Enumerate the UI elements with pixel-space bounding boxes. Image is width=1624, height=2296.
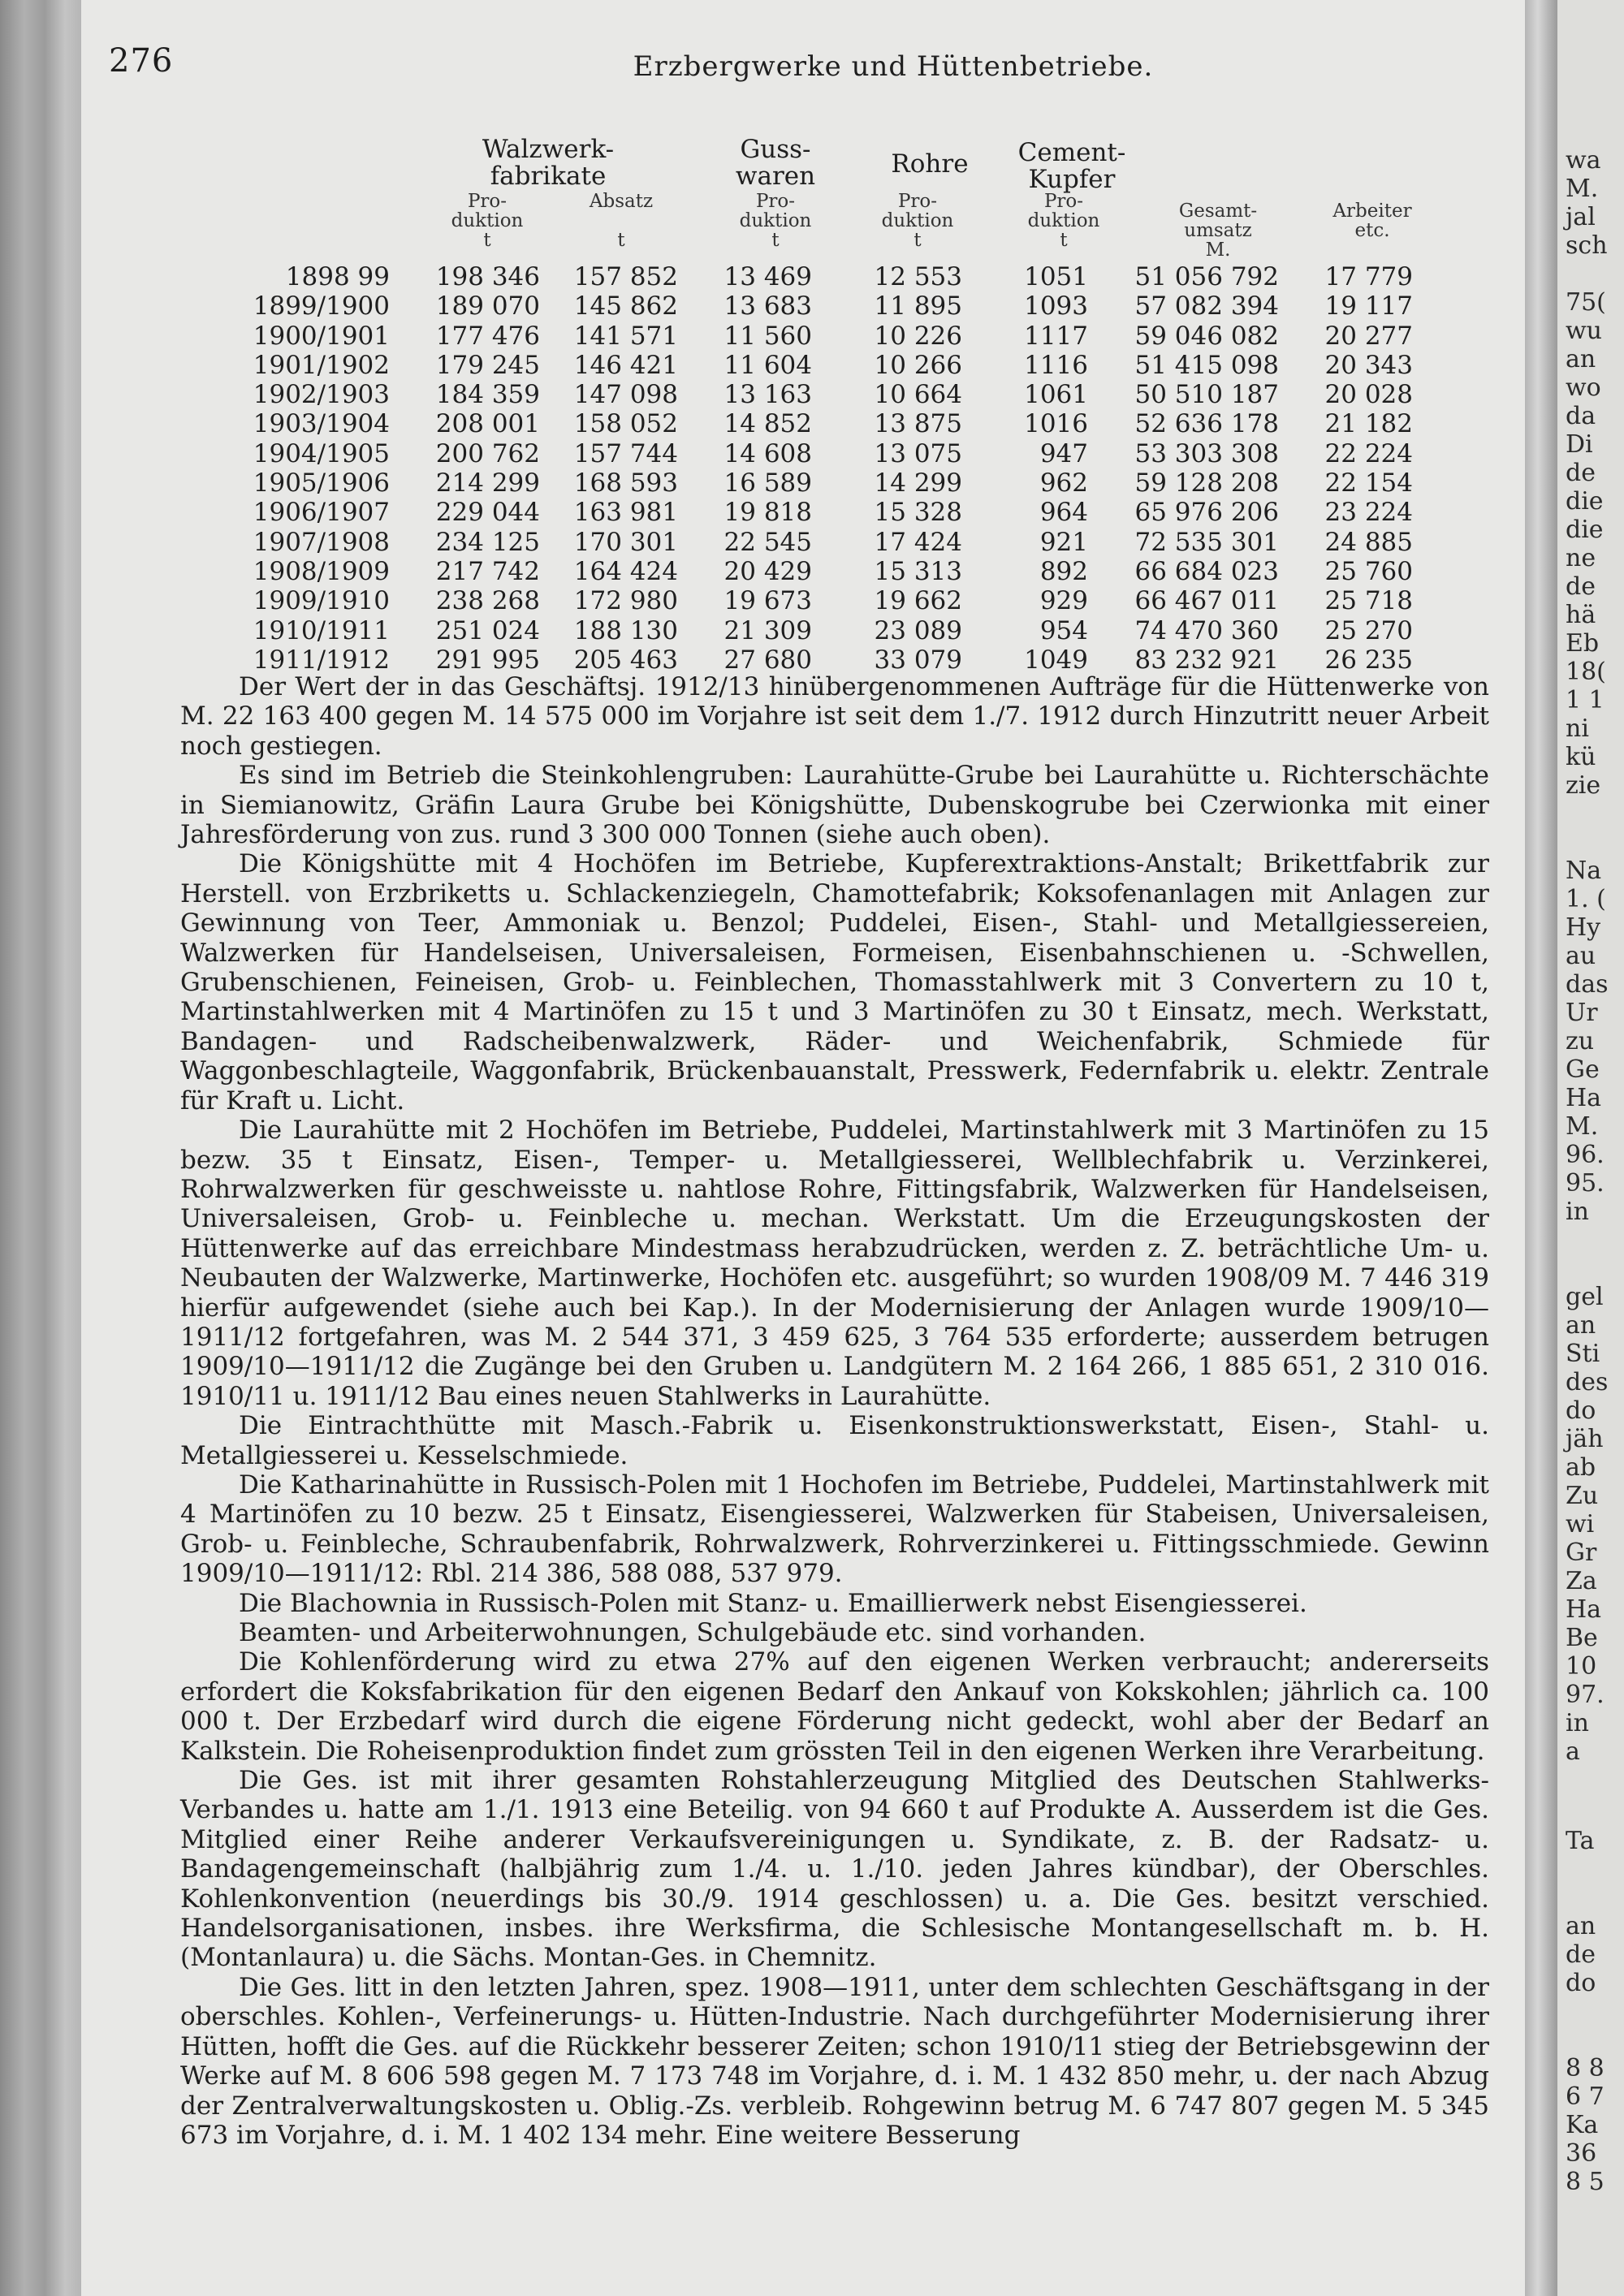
table-cell: 1051 [1024, 262, 1088, 291]
next-page-fragment: 8 8 [1566, 2054, 1605, 2082]
paragraph: Die Katharinahütte in Russisch-Polen mit 1 Hochofen im Betriebe, Puddelei, Martinstahlwerk mit 4 Martinöfen zu 10 bezw. 25 t Einsatz, Eisengiesserei, Walzwerken für Stabeisen, Universaleisen, Grob- u. Feinbleche, Schraubenfabrik, Rohrwalzwerk, Rohrverzinkerei u. Fittingsschmiede. Gewinn 1909/10—1911/12: Rbl. 214 386, 588 088, 537 979. [180, 1470, 1489, 1589]
table-cell: 13 875 [874, 409, 962, 439]
paragraph: Die Kohlenförderung wird zu etwa 27% auf den eigenen Werken verbraucht; andererseits erfordert die Koksfabrikation für den eigenen Bedarf den Ankauf von Kokskohlen; jährlich ca. 100 000 t. Der Erzbedarf wird durch die eigene Förderung nicht gedeckt, wohl aber der Bedarf an Kalkstein. Die Roheisenproduktion findet zum grössten Teil in den eigenen Werken ihre Verarbeitung. [180, 1647, 1489, 1766]
table-cell: 1901/1902 [253, 350, 390, 380]
table-cell: 947 [1039, 438, 1088, 468]
table-cell: 962 [1039, 468, 1088, 498]
table-cell: 52 636 178 [1134, 409, 1279, 439]
table-cell: 10 266 [874, 350, 962, 380]
table-cell: 921 [1039, 527, 1088, 557]
table-cell: 954 [1039, 615, 1088, 645]
next-page-fragment: 10 [1566, 1652, 1597, 1681]
table-cell: 11 604 [723, 350, 812, 380]
header-rohre: Rohre [891, 149, 969, 179]
next-page-fragment: 96. [1566, 1141, 1605, 1169]
table-cell: 172 980 [573, 586, 678, 616]
table-cell: 229 044 [435, 498, 540, 528]
table-cell: 164 424 [573, 556, 678, 586]
table-cell: 188 130 [573, 615, 678, 645]
book-gutter [1525, 0, 1557, 2296]
next-page-fragment: Gr [1566, 1539, 1597, 1567]
paragraph: Beamten- und Arbeiterwohnungen, Schulgebäude etc. sind vorhanden. [239, 1618, 1147, 1647]
next-page-fragment: ab [1566, 1453, 1596, 1482]
next-page-fragment: do [1566, 1396, 1596, 1425]
paragraph: Die Königshütte mit 4 Hochöfen im Betriebe, Kupferextraktions-Anstalt; Brikettfabrik zur Herstell. von Erzbriketts u. Schlackenziegeln, Chamottefabrik; Koksofenanlagen mit Anlagen zur Gewinnung von Teer, Ammoniak u. Benzol; Puddelei, Eisen-, Stahl- und Metallgiessereien, Walzwerken für Handelseisen, Universaleisen, Formeisen, Eisenbahnschienen u. -Schwellen, Grubenschienen, Feineisen, Grob- u. Feinblechen, Thomasstahlwerk mit 3 Convertern zu 10 t, Martinstahlwerken mit 4 Martinöfen zu 15 t und 3 Martinöfen zu 30 t Einsatz, mech. Werkstatt, Bandagen- und Radscheibenwalzwerk, Räder- und Weichenfabrik, Schmiede für Waggonbeschlagteile, Waggonfabrik, Brückenbauanstalt, Presswerk, Federnfabrik u. elektr. Zentrale für Kraft u. Licht. [180, 849, 1489, 1116]
next-page-fragment: Za [1566, 1567, 1597, 1595]
table-cell: 158 052 [573, 409, 678, 439]
paragraph: Die Eintrachthütte mit Masch.-Fabrik u. Eisenkonstruktionswerkstatt, Eisen-, Stahl- u. Metallgiesserei u. Kesselschmiede. [180, 1411, 1489, 1470]
table-cell: 19 673 [723, 586, 812, 616]
column-walz-absatz [560, 262, 678, 675]
column-walz-prod [422, 262, 540, 675]
header-cement: Cement- Kupfer [1017, 138, 1126, 194]
table-cell: 217 742 [435, 556, 540, 586]
next-page-fragment: Hy [1566, 913, 1601, 942]
table-cell: 189 070 [435, 291, 540, 322]
table-cell: 20 429 [723, 556, 812, 586]
table-cell: 10 226 [874, 321, 962, 351]
table-cell: 72 535 301 [1134, 527, 1279, 557]
table-cell: 1905/1906 [253, 468, 390, 498]
table-cell: 291 995 [435, 645, 540, 675]
table-cell: 25 718 [1324, 586, 1413, 616]
table-cell: 234 125 [435, 527, 540, 557]
table-cell: 1016 [1024, 409, 1088, 439]
next-page-fragment: in [1566, 1709, 1589, 1737]
next-page-fragment: in [1566, 1198, 1589, 1226]
next-page-fragment: wi [1566, 1510, 1595, 1539]
table-cell: 198 346 [435, 262, 540, 291]
table-cell: 17 779 [1324, 262, 1413, 291]
next-page-fragment: zie [1566, 771, 1601, 800]
paragraph: Die Laurahütte mit 2 Hochöfen im Betriebe, Puddelei, Martinstahlwerk mit 3 Martinöfen zu 15 bezw. 35 t Einsatz, Eisen-, Temper- u. Metallgiesserei, Wellblechfabrik u. Verzinkerei, Rohrwalzwerken für geschweisste u. nahtlose Rohre, Fittingsfabrik, Walzwerken für Handelseisen, Universaleisen, Grob- u. Feinbleche u. mechan. Werkstatt. Um die Erzeugungskosten der Hüttenwerke auf das erreichbare Mindestmass herabzudrücken, werden z. Z. beträchtliche Um- u. Neubauten der Walzwerke, Martinwerke, Hochöfen etc. ausgeführt; so wurden 1908/09 M. 7 446 319 hierfür aufgewendet (siehe auch bei Kap.). In der Modernisierung der Anlagen wurde 1909/10—1911/12 fortgefahren, was M. 2 544 371, 3 459 625, 3 764 535 erforderte; ausserdem betrugen 1909/10—1911/12 die Zugänge bei den Gruben u. Landgütern M. 2 164 266, 1 885 651, 2 310 016. 1910/11 u. 1911/12 Bau eines neuen Stahlwerks in Laurahütte. [180, 1116, 1489, 1411]
table-cell: 23 224 [1324, 498, 1413, 528]
next-page-fragment: 18( [1566, 658, 1606, 686]
table-cell: 10 664 [874, 380, 962, 410]
next-page-fragment: ni [1566, 714, 1589, 743]
table-cell: 1049 [1024, 645, 1088, 675]
next-page-fragment: a [1566, 1737, 1580, 1766]
table-cell: 20 028 [1324, 380, 1413, 410]
paragraph: Die Ges. litt in den letzten Jahren, spez. 1908—1911, unter dem schlechten Geschäftsgang in der oberschles. Kohlen-, Verfeinerungs- u. Hütten-Industrie. Nach durchgeführter Modernisierung ihrer Hütten, hofft die Ges. auf die Rückkehr besserer Zeiten; schon 1910/11 stieg der Betriebsgewinn der Werke auf M. 8 606 598 gegen M. 7 173 748 im Vorjahre, d. i. M. 1 432 850 mehr, u. der nach Abzug der Zentralverwaltungskosten u. Oblig.-Zs. verbleib. Rohgewinn betrug M. 6 747 807 gegen M. 5 345 673 im Vorjahre, d. i. M. 1 402 134 mehr. Eine weitere Besserung [180, 1972, 1489, 2150]
table-cell: 1061 [1024, 380, 1088, 410]
paragraph: Die Ges. ist mit ihrer gesamten Rohstahlerzeugung Mitglied des Deutschen Stahlwerks-Verbandes u. hatte am 1./1. 1913 eine Beteilig. von 94 660 t auf Produkte A. Ausserdem ist die Ges. Mitglied einer Reihe anderer Verkaufsvereinigungen u. Syndikate, z. B. der Radsatz- u. Bandagengemeinschaft (halbjährig zum 1./4. u. 1./10. jeden Jahres kündbar), der Oberschles. Kohlenkonvention (neuerdings bis 30./9. 1914 geschlossen) u. a. Die Ges. besitzt verschied. Handelsorganisationen, insbes. ihre Werksfirma, die Schlesische Montangesellschaft m. b. H. (Montanlaura) u. die Sächs. Montan-Ges. in Chemnitz. [180, 1766, 1489, 1973]
next-page-fragment: Ka [1566, 2111, 1599, 2139]
scan-left-edge [0, 0, 81, 2296]
table-cell: 163 981 [573, 498, 678, 528]
next-page-fragment: 97. [1566, 1681, 1605, 1709]
table-cell: 208 001 [435, 409, 540, 439]
table-cell: 51 056 792 [1134, 262, 1279, 291]
next-page-fragment: Ha [1566, 1084, 1602, 1112]
table-cell: 157 852 [573, 262, 678, 291]
table-cell: 964 [1039, 498, 1088, 528]
next-page-fragment: Ge [1566, 1055, 1600, 1084]
table-cell: 22 224 [1324, 438, 1413, 468]
table-cell: 147 098 [573, 380, 678, 410]
table-cell: 19 662 [874, 586, 962, 616]
next-page-fragment: 6 7 [1566, 2082, 1605, 2111]
header-guss: Guss- waren [735, 135, 816, 191]
table-cell: 33 079 [874, 645, 962, 675]
table-cell: 1899/1900 [253, 291, 390, 322]
table-cell: 168 593 [573, 468, 678, 498]
table-cell: 22 545 [723, 527, 812, 557]
column-rohre-prod [861, 262, 962, 675]
table-cell: 145 862 [573, 291, 678, 322]
next-page-fragment: an [1566, 1912, 1596, 1940]
table-cell: 59 128 208 [1134, 468, 1279, 498]
next-page-fragment: die [1566, 516, 1604, 544]
next-page-fragment: die [1566, 487, 1604, 516]
table-cell: 1116 [1024, 350, 1088, 380]
next-page-fragment: 95. [1566, 1169, 1605, 1198]
running-title: Erzbergwerke und Hüttenbetriebe. [633, 50, 1154, 83]
next-page-fragment: hä [1566, 601, 1596, 629]
table-cell: 17 424 [874, 527, 962, 557]
next-page-fragment: das [1566, 970, 1609, 999]
table-cell: 1909/1910 [253, 586, 390, 616]
next-page-fragment: kü [1566, 743, 1596, 771]
table-cell: 20 277 [1324, 321, 1413, 351]
table-cell: 1903/1904 [253, 409, 390, 439]
table-cell: 74 470 360 [1134, 615, 1279, 645]
table-cell: 51 415 098 [1134, 350, 1279, 380]
column-guss-prod [715, 262, 812, 675]
table-cell: 11 895 [874, 291, 962, 322]
next-page-fragment: 1 1 [1566, 686, 1605, 714]
table-cell: 57 082 394 [1134, 291, 1279, 322]
table-cell: 1093 [1024, 291, 1088, 322]
table-cell: 1910/1911 [253, 615, 390, 645]
table-cell: 24 885 [1324, 527, 1413, 557]
header-walzwerk: Walzwerk- fabrikate [482, 135, 615, 191]
table-cell: 179 245 [435, 350, 540, 380]
next-page-fragment: Eb [1566, 629, 1600, 658]
table-cell: 50 510 187 [1134, 380, 1279, 410]
next-page-fragment: ne [1566, 544, 1596, 572]
table-cell: 11 560 [723, 321, 812, 351]
table-cell: 16 589 [723, 468, 812, 498]
table-cell: 83 232 921 [1134, 645, 1279, 675]
table-cell: 1898 99 [285, 262, 390, 291]
column-arbeiter [1324, 262, 1413, 675]
subhead-rohre-prod: Pro- duktion t [881, 191, 954, 251]
table-cell: 13 469 [723, 262, 812, 291]
table-cell: 157 744 [573, 438, 678, 468]
next-page-fragment: 1. ( [1566, 885, 1606, 913]
table-cell: 200 762 [435, 438, 540, 468]
column-cement-prod [1015, 262, 1088, 675]
table-cell: 25 270 [1324, 615, 1413, 645]
subhead-guss-prod: Pro- duktion t [739, 191, 812, 251]
subhead-gesamt: Gesamt- umsatz M. [1178, 201, 1258, 261]
table-cell: 20 343 [1324, 350, 1413, 380]
table-cell: 1904/1905 [253, 438, 390, 468]
paragraph: Die Blachownia in Russisch-Polen mit Stanz- u. Emaillierwerk nebst Eisengiesserei. [239, 1588, 1307, 1618]
next-page-fragment: Ur [1566, 999, 1598, 1027]
next-page-fragment: wo [1566, 373, 1601, 402]
next-page-fragment: zu [1566, 1027, 1595, 1055]
table-cell: 146 421 [573, 350, 678, 380]
next-page-fragment: 8 5 [1566, 2168, 1605, 2196]
next-page-fragment: M. [1566, 175, 1599, 203]
table-cell: 170 301 [573, 527, 678, 557]
column-gesamt [1129, 262, 1279, 675]
paragraph: Der Wert der in das Geschäftsj. 1912/13 hinübergenommenen Aufträge für die Hüttenwerke von M. 22 163 400 gegen M. 14 575 000 im Vorjahre ist seit dem 1./7. 1912 durch Hinzutritt neuer Arbeit noch gestiegen. [180, 672, 1489, 761]
table-cell: 66 467 011 [1134, 586, 1279, 616]
table-cell: 23 089 [874, 615, 962, 645]
next-page-edge [1557, 0, 1624, 2296]
next-page-fragment: Na [1566, 857, 1602, 885]
running-head [0, 50, 1624, 83]
next-page-fragment: an [1566, 1311, 1596, 1340]
table-cell: 14 608 [723, 438, 812, 468]
table-cell: 27 680 [723, 645, 812, 675]
subhead-walz-prod: Pro- duktion t [451, 191, 524, 251]
next-page-fragment: Zu [1566, 1482, 1599, 1510]
subhead-arbeiter: Arbeiter etc. [1332, 201, 1412, 241]
paragraph: Es sind im Betrieb die Steinkohlengruben: Laurahütte-Grube bei Laurahütte u. Richterschächte in Siemianowitz, Gräfin Laura Grube bei Königshütte, Dubenskogrube bei Czerwionka mit einer Jahresförderung von zus. rund 3 300 000 Tonnen (siehe auch oben). [180, 761, 1489, 850]
table-cell: 13 075 [874, 438, 962, 468]
next-page-fragment: M. [1566, 1112, 1599, 1141]
table-cell: 892 [1039, 556, 1088, 586]
next-page-fragment: 36 [1566, 2139, 1597, 2168]
table-cell: 14 852 [723, 409, 812, 439]
table-cell: 238 268 [435, 586, 540, 616]
table-cell: 1908/1909 [253, 556, 390, 586]
table-cell: 26 235 [1324, 645, 1413, 675]
next-page-fragment: Be [1566, 1624, 1598, 1652]
table-cell: 1117 [1024, 321, 1088, 351]
table-cell: 1906/1907 [253, 498, 390, 528]
table-cell: 184 359 [435, 380, 540, 410]
next-page-fragment: da [1566, 402, 1596, 430]
table-cell: 177 476 [435, 321, 540, 351]
subhead-cement-prod: Pro- duktion t [1027, 191, 1100, 251]
table-cell: 12 553 [874, 262, 962, 291]
next-page-fragment: de [1566, 1940, 1596, 1969]
next-page-fragment: do [1566, 1969, 1596, 1997]
table-cell: 19 818 [723, 498, 812, 528]
column-years [244, 262, 390, 675]
next-page-fragment: jal [1566, 203, 1596, 231]
next-page-fragment: jäh [1566, 1425, 1604, 1453]
table-cell: 15 313 [874, 556, 962, 586]
table-cell: 214 299 [435, 468, 540, 498]
table-cell: 1907/1908 [253, 527, 390, 557]
table-cell: 15 328 [874, 498, 962, 528]
next-page-fragment: de [1566, 572, 1596, 601]
table-cell: 1902/1903 [253, 380, 390, 410]
table-cell: 66 684 023 [1134, 556, 1279, 586]
table-cell: 14 299 [874, 468, 962, 498]
next-page-fragment: 75( [1566, 288, 1606, 317]
table-cell: 13 163 [723, 380, 812, 410]
table-cell: 1911/1912 [253, 645, 390, 675]
next-page-fragment: wa [1566, 146, 1601, 175]
table-cell: 141 571 [573, 321, 678, 351]
body-text [180, 672, 1489, 2150]
next-page-fragment: Sti [1566, 1340, 1600, 1368]
next-page-fragment: des [1566, 1368, 1609, 1396]
page-number: 276 [109, 42, 174, 80]
table-cell: 21 309 [723, 615, 812, 645]
next-page-fragment: Ta [1566, 1827, 1595, 1855]
table-cell: 205 463 [573, 645, 678, 675]
subhead-walz-absatz: Absatz t [589, 191, 654, 251]
table-cell: 1900/1901 [253, 321, 390, 351]
table-cell: 65 976 206 [1134, 498, 1279, 528]
next-page-fragment: Ha [1566, 1595, 1602, 1624]
table-cell: 251 024 [435, 615, 540, 645]
next-page-fragment: gel [1566, 1283, 1604, 1311]
table-cell: 13 683 [723, 291, 812, 322]
table-cell: 19 117 [1324, 291, 1413, 322]
next-page-fragment: au [1566, 942, 1596, 970]
next-page-fragment: de [1566, 459, 1596, 487]
table-cell: 22 154 [1324, 468, 1413, 498]
next-page-fragment: an [1566, 345, 1596, 373]
table-cell: 25 760 [1324, 556, 1413, 586]
table-cell: 21 182 [1324, 409, 1413, 439]
table-cell: 929 [1039, 586, 1088, 616]
next-page-fragment: sch [1566, 231, 1608, 260]
next-page-fragment: wu [1566, 317, 1602, 345]
table-cell: 59 046 082 [1134, 321, 1279, 351]
table-cell: 53 303 308 [1134, 438, 1279, 468]
next-page-fragment: Di [1566, 430, 1593, 459]
